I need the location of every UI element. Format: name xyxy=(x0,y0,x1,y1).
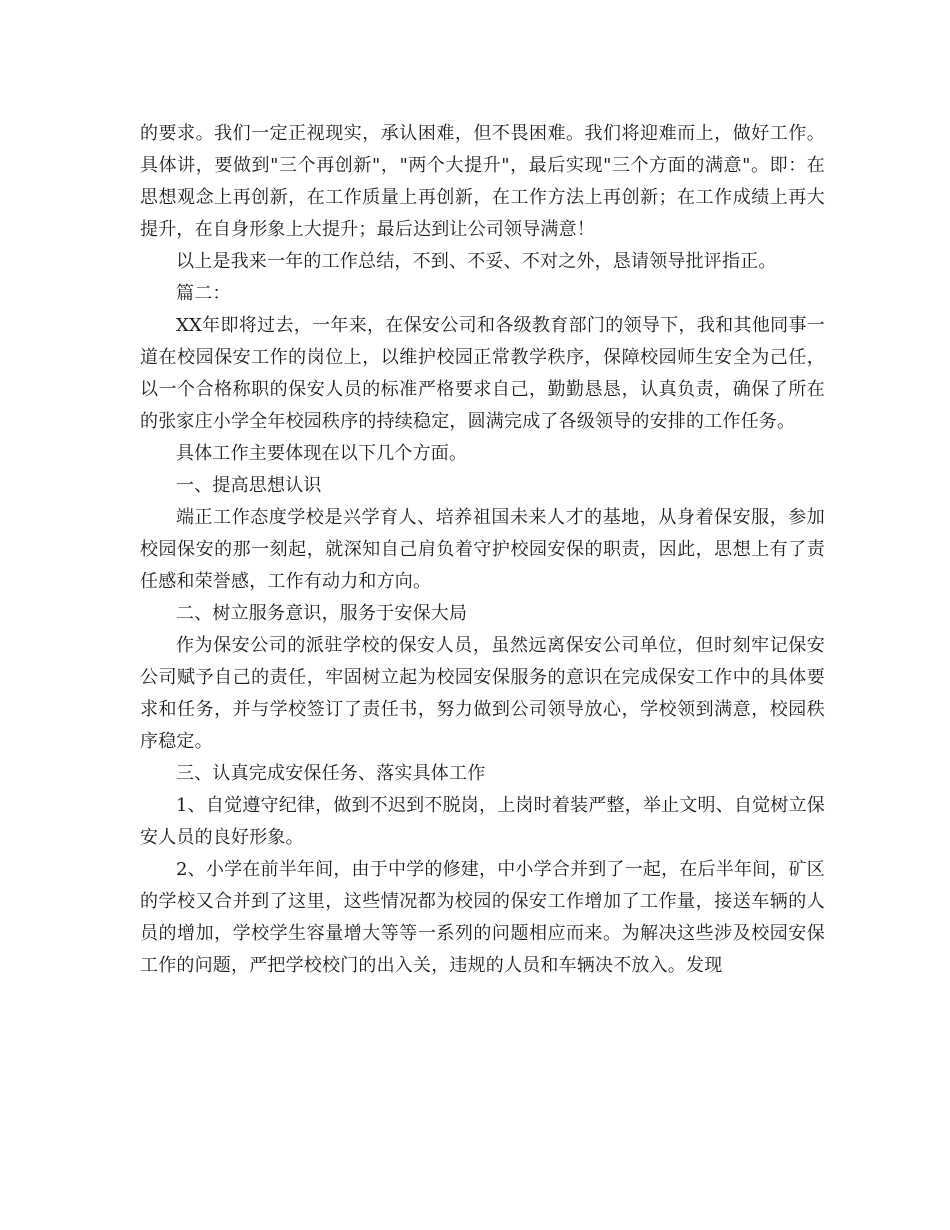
paragraph-subitem-one: 1、自觉遵守纪律，做到不迟到不脱岗，上岗时着装严整，举止文明、自觉树立保安人员的良好形象。 xyxy=(140,795,825,848)
section-heading-part-two: 篇二： xyxy=(176,283,231,304)
document-body xyxy=(140,118,825,982)
paragraph-closing-remark: 以上是我来一年的工作总结，不到、不妥、不对之外，恳请领导批评指正。 xyxy=(176,251,777,272)
heading-item-three: 三、认真完成安保任务、落实具体工作 xyxy=(176,763,486,784)
paragraph-item-one: 端正工作态度学校是兴学育人、培养祖国未来人才的基地，从身着保安服，参加校园保安的那一刻起，就深知自己肩负着守护校园安保的职责，因此，思想上有了责任感和荣誉感，工作有动力和方向。 xyxy=(140,507,825,592)
paragraph-aspects-lead: 具体工作主要体现在以下几个方面。 xyxy=(176,443,468,464)
paragraph-subitem-two: 2、小学在前半年间，由于中学的修建，中小学合并到了一起，在后半年间，矿区的学校又合并到了这里，这些情况都为校园的保安工作增加了工作量，接送车辆的人员的增加，学校学生容量增大等等一系列的问题相应而来。为解决这些涉及校园安保工作的问题，严把学校校门的出入关，违规的人员和车辆决不放入。发现 xyxy=(140,859,825,976)
paragraph-item-two: 作为保安公司的派驻学校的保安人员，虽然远离保安公司单位，但时刻牢记保安公司赋予自己的责任，牢固树立起为校园安保服务的意识在完成保安工作中的具体要求和任务，并与学校签订了责任书，努力做到公司领导放心，学校领到满意，校园秩序稳定。 xyxy=(140,635,825,752)
heading-item-two: 二、树立服务意识，服务于安保大局 xyxy=(176,603,468,624)
paragraph-continuation: 的要求。我们一定正视现实，承认困难，但不畏困难。我们将迎难而上，做好工作。具体讲，要做到"三个再创新"，"两个大提升"，最后实现"三个方面的满意"。即：在思想观念上再创新，在工作质量上再创新，在工作方法上再创新；在工作成绩上再大提升，在自身形象上大提升；最后达到让公司领导满意！ xyxy=(140,123,825,240)
paragraph-intro: XX年即将过去，一年来，在保安公司和各级教育部门的领导下，我和其他同事一道在校园保安工作的岗位上，以维护校园正常教学秩序，保障校园师生安全为己任，以一个合格称职的保安人员的标准严格要求自己，勤勤恳恳，认真负责，确保了所在的张家庄小学全年校园秩序的持续稳定，圆满完成了各级领导的安排的工作任务。 xyxy=(140,315,825,432)
heading-item-one: 一、提高思想认识 xyxy=(176,475,322,496)
